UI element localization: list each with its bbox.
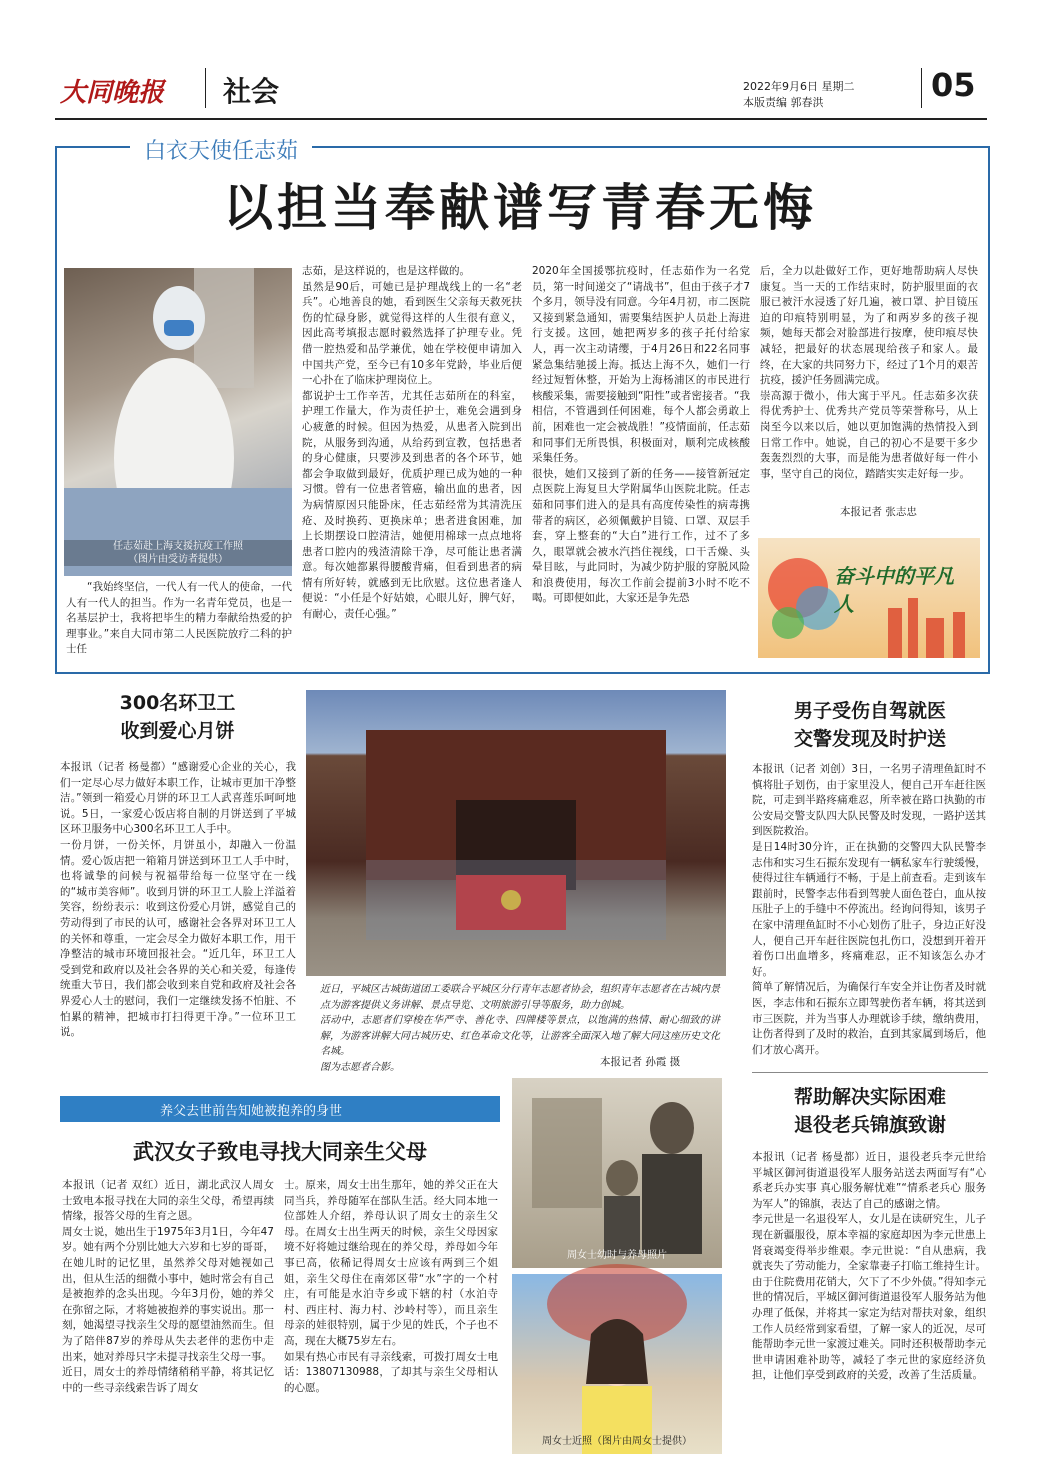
feature-column-2: 志茹，是这样说的，也是这样做的。 虽然是90后，可她已是护理战线上的一名“老兵”。心地善良的她，看到医生父亲每天救死扶伤的忙碌身影，就觉得这样的人生很有意义，因此高考填报志愿时毅然选择了护理专业。凭借一腔热爱和品学兼优，她在学校便申请加入中国共产党，至今已有10多年党龄，毕业后便一心扑在了临床护理岗位上。 都说护士工作辛苦，尤其任志茹所在的科室，护理工作量大，作为责任护士，难免会遇到身心疲惫的时候。但因为热爱，从患者入院到出院，从服务到沟通，从给药到宣教，包括患者的身心健康，只要涉及到患者的各个环节，她都会争取做到最好，优质护理已成为她的一种习惯。曾有一位患者管癌，输出血的患者，因为病情原因只能卧床，任志茹经常为其清洗压疮、及时换药、更换床单；患者进食困难，加上长期摆设口腔清洁，她便用棉球一点点地将患者口腔内的残渣清除干净，尽可能让患者满意。每次她都累得腰酸背痛，但看到患者的病情有所好转，就感到无比欣慰。这位患者逢人便说：“小任是个好姑娘，心眼儿好，脾气好，有耐心，责任心强。”: [302, 265, 522, 621]
badge-text: 奋斗中的平凡人: [834, 564, 954, 616]
story4-photo-2-caption: 周女士近照（图片由周女士提供）: [542, 1436, 692, 1447]
feature-badge: [758, 538, 980, 658]
story3-title-line2: 退役老兵锦旗致谢: [793, 1114, 946, 1136]
story1-title-line2: 收到爱心月饼: [120, 720, 235, 742]
story4-title: 武汉女子致电寻找大同亲生父母: [133, 1140, 427, 1164]
story2-body: 本报讯（记者 刘创）3日，一名男子清理鱼缸时不慎将肚子划伤，由于家里没人，便自己开车赶往医院，可走到半路疼痛难忍，所幸被在路口执勤的市公安局交警支队四大队民警及时发现，一路护送其到医院救治。 是日14时30分许，正在执勤的交警四大队民警李志伟和实习生石振东发现有一辆私家车行驶缓慢，使得过往车辆通行不畅，于是上前查看。走到该车跟前时，民警李志伟看到驾驶人面色苍白，血从按压肚子上的手缝中不停流出。经询问得知，该男子在家中清理鱼缸时不小心划伤了肚子，身边正好没人，便自己开车赶往医院包扎伤口，没想到开着开着伤口出血增多，疼痛难忍，正不知该怎么办才好。 简单了解情况后，为确保行车安全并让伤者及时就医，李志伟和石振东立即驾驶伤者车辆，将其送到市三医院，并为当事人办理就诊手续，缴纳费用，让伤者得到了及时的救治，直到其家属到场后，他们才放心离开。: [752, 763, 986, 1056]
page-editor: 本版责编 郭春洪: [743, 96, 824, 109]
page-number-divider: [921, 68, 922, 108]
page-number: 05: [931, 66, 976, 104]
feature-byline: 本报记者 张志忠: [840, 506, 917, 518]
story4-photo-2: [512, 1274, 722, 1454]
feature-photo: [64, 268, 292, 576]
feature-kicker: 白衣天使任志茹: [130, 134, 312, 164]
masthead: [55, 62, 985, 120]
feature-column-1: “我始终坚信，一代人有一代人的使命，一代人有一代人的担当。作为一名青年党员，也是一名基层护士，我将把毕生的精力奉献给热爱的护理事业。”来自大同市第二人民医院放疗二科的护士任: [66, 581, 292, 656]
story4-column-2: 士。原来，周女士出生那年，她的养父正在大同当兵，养母随军在部队生活。经大同本地一位部姓人介绍，养母认识了周女士的亲生父母。在周女士出生两天的时候，亲生父母因家境不好将她过继给现在的养父母，养母如今年事已高，依稀记得周女士应该有两到三个姐姐，亲生父母住在南郊区带“水”字的一个村庄，有可能是水泊寺乡或下辖的村（水泊寺村、西庄村、海力村、沙岭村等），而且亲生母亲的娃很特别，属于少见的姓氏，个子也不高，现在大概75岁左右。 如果有热心市民有寻亲线索，可拨打周女士电话：13807130988，了却其与亲生父母相认的心愿。: [284, 1179, 498, 1394]
feature-column-4: 后，全力以赴做好工作，更好地帮助病人尽快康复。当一天的工作结束时，防护服里面的衣服已被汗水浸透了好几遍，被口罩、护目镜压迫的印痕特别明显，为了和两岁多的孩子视频，她每天都会对脸部进行按摩，使印痕尽快减轻，把最好的状态展现给孩子和家人。最终，在大家的共同努力下，经过了1个月的艰苦抗疫，援沪任务圆满完成。 崇高源于微小，伟大寓于平凡。任志茹多次获得优秀护士、优秀共产党员等荣誉称号，从上岗至今以来以后，她以更加饱满的热情投入到日常工作中。她说，自己的初心不是要干多少轰轰烈烈的大事，而是能为患者做好每一件小事，坚守自己的岗位，踏踏实实走好每一步。: [760, 265, 978, 480]
story1-body: 本报讯（记者 杨曼都）“感谢爱心企业的关心，我们一定尽心尽力做好本职工作，让城市更加干净整洁。”领到一箱爱心月饼的环卫工人武喜莲乐呵呵地说。5日，一家爱心饭店将自制的月饼送到了平城区环卫服务中心300名环卫工人手中。 一份月饼，一份关怀，月饼虽小，却融入一份温情。爱心饭店把一箱箱月饼送到环卫工人手中时，也将诚挚的问候与祝福带给每一位坚守在一线的“城市美容师”。收到月饼的环卫工人脸上洋溢着笑容，纷纷表示：收到这份爱心月饼，感觉自己的劳动得到了市民的认可，感谢社会各界对环卫工人的关怀和尊重，一定会尽全力做好本职工作，用干净整洁的城市环境回报社会。“近几年，环卫工人受到党和政府以及社会各界的关心和关爱，每逢传统重大节日，我们都会收到来自党和政府及社会各界爱心人士的慰问，我们一定继续发扬不怕脏、不怕累的精神，把城市打扫得更干净。”一位环卫工说。: [60, 761, 296, 1039]
feature-column-3: 2020年全国援鄂抗疫时，任志茹作为一名党员，第一时间递交了“请战书”，但由于孩子才7个多月，领导没有同意。今年4月初，市二医院又接到紧急通知，需要集结医护人员赴上海进行支援。这回，她把两岁多的孩子托付给家人，再一次主动请缨，于4月26日和22名同事紧急集结驰援上海。抵达上海不久，她们一行经过短暂休整，开始为上海杨浦区的市民进行核酸采集，需要接触到“阳性”或者密接者。“我相信，不管遇到任何困难，每个人都会勇敢上前，困难也一定会被战胜！”疫情面前，任志茹和同事们无所畏惧，积极面对，顺利完成核酸采集任务。 很快，她们又接到了新的任务——接管新冠定点医院上海复旦大学附属华山医院北院。任志茹和同事们进入的是具有高度传染性的病毒携带者的病区，必须佩戴护目镜、口罩、双层手套，穿上整套的“大白”进行工作，过不了多久，眼罩就会被水汽挡住视线，口干舌燥、头晕目眩，与此同时，为减少防护服的穿脱风险和浪费使用，每次工作前会提前3小时不吃不喝。可即便如此，大家还是争先恐: [532, 265, 750, 605]
masthead-rule: [55, 118, 987, 120]
newspaper-logo: 大同晚报: [60, 78, 165, 108]
story4-kicker: 养父去世前告知她被抱养的身世: [160, 1104, 343, 1119]
group-photo: [306, 690, 726, 976]
story3-body: 本报讯（记者 杨曼都）近日，退役老兵李元世给平城区御河街道退役军人服务站送去两面写有“心系老兵办实事 真心服务解忧难”“情系老兵心 服务为军人”的锦旗，表达了自己的感谢之情。 李元世是一名退役军人，女儿是在读研究生，儿子现在新疆服役，原本幸福的家庭却因为李元世患上肾衰竭变得举步维艰。李元世说：“自从患病，我就丧失了劳动能力，全家靠妻子打临工维持生计。由于住院费用花销大，欠下了不少外债。”得知李元世的情况后，平城区御河街道退役军人服务站为他办理了低保，并将其一家定为结对帮扶对象，组织工作人员经常到家看望，了解一家人的近况，尽可能帮助李元世一家渡过难关。同时还积极帮助李元世申请困难补助等，减轻了李元世的家庭经济负担，让他们享受到政府的关爱，改善了生活质量。: [752, 1151, 986, 1382]
story4-photo-1: [512, 1078, 722, 1268]
story3-title-line1: 帮助解决实际困难: [793, 1086, 946, 1108]
section-name: 社会: [223, 75, 280, 108]
story2-title-line2: 交警发现及时护送: [793, 728, 946, 750]
group-photo-credit: 本报记者 孙霞 摄: [600, 1056, 681, 1068]
feature-photo-caption: [64, 540, 292, 566]
story1-title-line1: 300名环卫工: [119, 692, 236, 714]
photo-caption-credit: （图片由受访者提供）: [128, 554, 228, 565]
story4-photo-1-caption: 周女士幼时与养母照片: [567, 1250, 667, 1261]
photo-caption-line: 任志茹赴上海支援抗疫工作照: [113, 541, 243, 552]
story2-title-line1: 男子受伤自驾就医: [793, 700, 946, 722]
issue-date: 2022年9月6日 星期二: [743, 80, 855, 93]
feature-title: 以担当奉献谱写青春无悔: [223, 179, 817, 237]
group-photo-caption: 近日，平城区古城街道团工委联合平城区分行青年志愿者协会，组织青年志愿者在古城内景点为游客提供义务讲解、景点导览、文明旅游引导等服务，助力创城。 活动中，志愿者们穿梭在华严寺、善化寺、四牌楼等景点，以饱满的热情、耐心细致的讲解，为游客讲解大同古城历史、红色革命文化等，让游客全面深入地了解大同这座历史文化名城。 图为志愿者合影。: [320, 984, 720, 1073]
story3-rule: [752, 1072, 988, 1073]
logo-divider: [205, 68, 206, 108]
story4-column-1: 本报讯（记者 双红）近日，湖北武汉人周女士致电本报寻找在大同的亲生父母，希望再续情缘，报答父母的生育之恩。 周女士说，她出生于1975年3月1日，今年47岁。她有两个分别比她大六岁和七岁的哥哥，在她儿时的记忆里，虽然养父母对她视如己出，但从生活的细微小事中，她时常会有自己是被抱养的念头出现。今年3月份，她的养父在弥留之际，才将她被抱养的事实说出。那一刻，她渴望寻找亲生父母的愿望油然而生。但为了陪伴87岁的养母从失去老伴的悲伤中走出来，她对养母只字未提寻找亲生父母一事。 近日，周女士的养母情绪稍稍平静，将其记忆中的一些寻亲线索告诉了周女: [62, 1179, 274, 1394]
